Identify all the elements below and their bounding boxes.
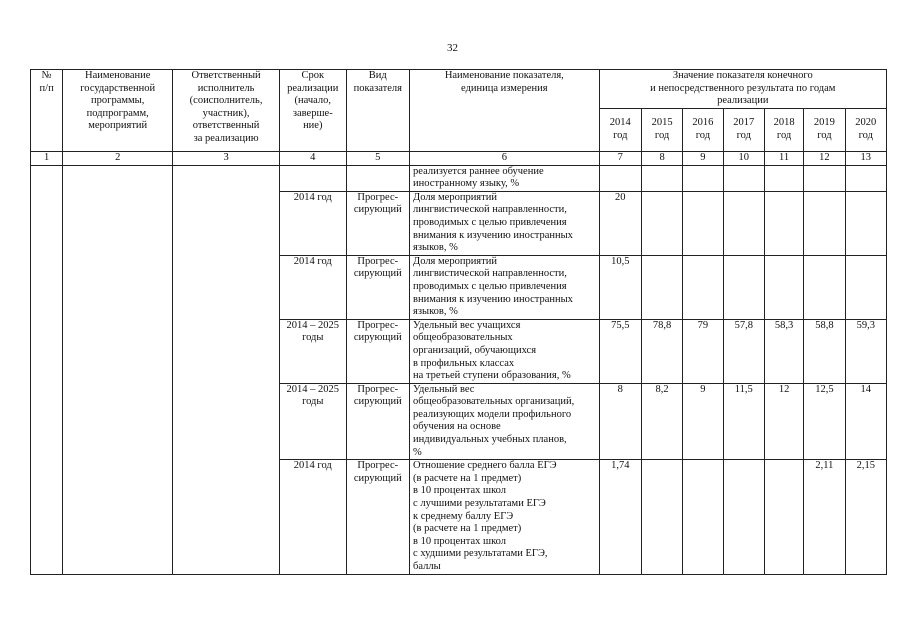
cell-value (723, 255, 764, 319)
cell-type: Прогрес- сирующий (346, 319, 410, 383)
header-values-group: Значение показателя конечного и непосредственного результата по годам реализации (599, 70, 886, 109)
cell-value (845, 191, 886, 255)
cell-value: 79 (683, 319, 723, 383)
column-number: 10 (723, 152, 764, 166)
column-number: 4 (280, 152, 347, 166)
cell-type (346, 165, 410, 191)
cell-value (723, 191, 764, 255)
column-number: 5 (346, 152, 410, 166)
cell-value (683, 255, 723, 319)
cell-value (845, 165, 886, 191)
cell-term: 2014 год (280, 460, 347, 574)
cell-value (641, 165, 682, 191)
cell-term: 2014 – 2025 годы (280, 383, 347, 460)
column-number: 3 (173, 152, 280, 166)
cell-value: 58,8 (804, 319, 845, 383)
column-number: 7 (599, 152, 641, 166)
header-year: 2016 год (683, 109, 723, 152)
cell-term: 2014 год (280, 255, 347, 319)
cell-indicator: Отношение среднего балла ЕГЭ (в расчете на 1 предмет) в 10 процентах школ с лучшими результатами ЕГЭ к среднему баллу ЕГЭ (в расчете на 1 предмет) в 10 процентах школ с худшими результатами ЕГЭ, баллы (410, 460, 600, 574)
cell-value (845, 255, 886, 319)
cell-type: Прогрес- сирующий (346, 191, 410, 255)
cell-type: Прогрес- сирующий (346, 255, 410, 319)
header-responsible: Ответственный исполнитель (соисполнитель, участник), ответственный за реализацию (173, 70, 280, 152)
header-year: 2020 год (845, 109, 886, 152)
cell-indicator: реализуется раннее обучение иностранному языку, % (410, 165, 600, 191)
column-number-row (31, 152, 887, 166)
cell-type: Прогрес- сирующий (346, 460, 410, 574)
header-number: № п/п (31, 70, 63, 152)
cell-value: 75,5 (599, 319, 641, 383)
cell-value: 59,3 (845, 319, 886, 383)
cell-value (641, 191, 682, 255)
cell-responsible-empty (173, 165, 280, 574)
cell-value: 2,11 (804, 460, 845, 574)
header-year: 2017 год (723, 109, 764, 152)
table-row (31, 165, 887, 191)
cell-value: 8,2 (641, 383, 682, 460)
cell-value (641, 460, 682, 574)
cell-indicator: Доля мероприятий лингвистической направленности, проводимых с целью привлечения внимания к изучению иностранных языков, % (410, 191, 600, 255)
cell-value (764, 460, 803, 574)
header-program-name: Наименование государственной программы, подпрограмм, мероприятий (63, 70, 173, 152)
cell-program-empty (63, 165, 173, 574)
cell-term: 2014 год (280, 191, 347, 255)
header-year: 2015 год (641, 109, 682, 152)
cell-value: 10,5 (599, 255, 641, 319)
column-number: 1 (31, 152, 63, 166)
column-number: 8 (641, 152, 682, 166)
column-number: 2 (63, 152, 173, 166)
page-number: 32 (447, 42, 458, 54)
column-number: 6 (410, 152, 600, 166)
cell-value: 1,74 (599, 460, 641, 574)
column-number: 12 (804, 152, 845, 166)
cell-value (683, 165, 723, 191)
cell-value (683, 191, 723, 255)
cell-value: 78,8 (641, 319, 682, 383)
cell-indicator: Удельный вес общеобразовательных организаций, реализующих модели профильного обучения на основе индивидуальных учебных планов, % (410, 383, 600, 460)
cell-value: 9 (683, 383, 723, 460)
header-indicator-name: Наименование показателя, единица измерения (410, 70, 600, 152)
cell-indicator: Доля мероприятий лингвистической направленности, проводимых с целью привлечения внимания к изучению иностранных языков, % (410, 255, 600, 319)
cell-value: 8 (599, 383, 641, 460)
cell-value: 58,3 (764, 319, 803, 383)
header-year: 2019 год (804, 109, 845, 152)
cell-value: 2,15 (845, 460, 886, 574)
header-term: Срок реализации (начало, заверше- ние) (280, 70, 347, 152)
cell-value: 57,8 (723, 319, 764, 383)
cell-value (764, 255, 803, 319)
cell-value (599, 165, 641, 191)
cell-value (723, 165, 764, 191)
cell-value (764, 165, 803, 191)
cell-value (683, 460, 723, 574)
cell-type: Прогрес- сирующий (346, 383, 410, 460)
cell-term (280, 165, 347, 191)
cell-value: 12,5 (804, 383, 845, 460)
cell-term: 2014 – 2025 годы (280, 319, 347, 383)
header-year: 2014 год (599, 109, 641, 152)
cell-value: 11,5 (723, 383, 764, 460)
cell-value (804, 165, 845, 191)
header-year: 2018 год (764, 109, 803, 152)
cell-value (804, 255, 845, 319)
cell-value (723, 460, 764, 574)
column-number: 13 (845, 152, 886, 166)
cell-value: 20 (599, 191, 641, 255)
cell-value (804, 191, 845, 255)
cell-value: 12 (764, 383, 803, 460)
column-number: 11 (764, 152, 803, 166)
cell-value (764, 191, 803, 255)
header-indicator-type: Вид показателя (346, 70, 410, 152)
cell-value: 14 (845, 383, 886, 460)
column-number: 9 (683, 152, 723, 166)
indicators-table (30, 69, 887, 575)
cell-indicator: Удельный вес учащихся общеобразовательных организаций, обучающихся в профильных классах на третьей ступени образования, % (410, 319, 600, 383)
cell-number-empty (31, 165, 63, 574)
cell-value (641, 255, 682, 319)
